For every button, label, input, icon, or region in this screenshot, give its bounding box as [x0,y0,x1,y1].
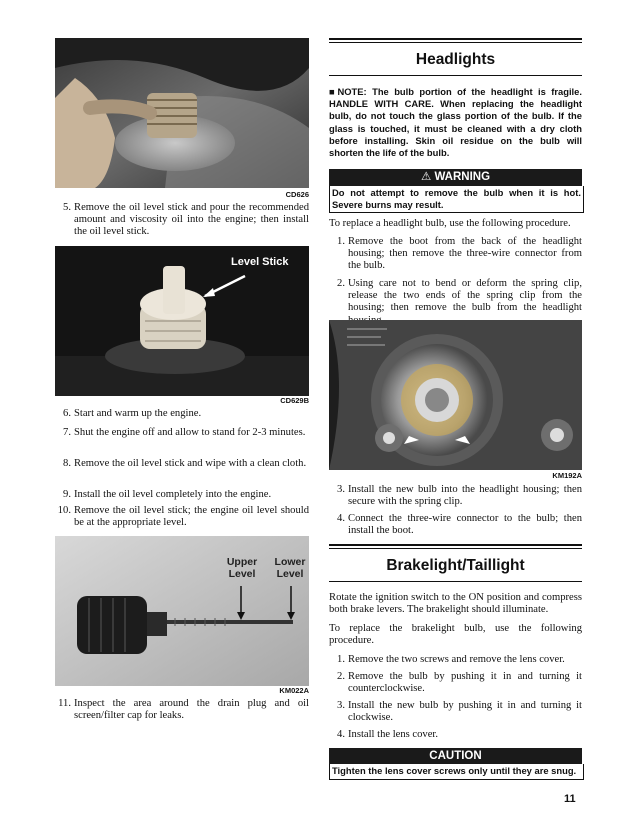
headlights-top-rule [329,38,582,40]
step-number: 5. [63,202,71,213]
headlights-heading: Headlights [415,51,496,68]
caution-banner: CAUTION [329,748,582,764]
photo-oil-filler [55,38,309,188]
lower-level-label [269,556,309,580]
step-number: 3. [337,700,345,711]
brakelight-para-1: Rotate the ignition switch to the ON position and compress both brake levers. The brakelight should illuminate. [329,592,582,616]
headlights-intro: To replace a headlight bulb, use the following procedure. [329,218,571,229]
photo-oil-filler-image [55,38,309,188]
step-number: 6. [63,408,71,419]
step-10 [55,505,309,531]
step-text: Remove the bulb by pushing it in and turning it counterclockwise. [348,671,582,695]
step-text: Using care not to bend or deform the spring clip, release the two ends of the spring clip from the housing; then remove the bulb from the headlight [348,278,582,314]
step-6 [55,408,309,422]
step-number: 2. [337,671,345,682]
step-text: Start and warm up the engine. [74,408,202,419]
step-text: Install the lens cover. [348,729,439,740]
photo-level-stick-image [55,246,309,396]
warning-icon: ⚠ [420,171,432,183]
step-text: Install the new bulb into the headlight housing; then secure with the spring clip. [348,484,582,508]
upper-label: Upper [226,556,258,568]
step-11 [55,698,309,724]
step-number: 4. [337,513,345,524]
photo-headlight-code: KM192A [552,471,582,480]
headlight-step-4 [329,513,582,539]
lower-level-word: Level [276,568,304,580]
level-stick-callout: Level Stick [231,256,289,268]
step-text: Remove the oil level stick and wipe with a clean cloth. [74,458,307,469]
lower-label: Lower [274,556,306,568]
step-number: 2. [337,278,345,289]
headlight-step-1 [329,236,582,276]
step-5 [55,202,309,242]
step-number: 4. [337,729,345,740]
step-text: Remove the boot from the back of the headlight housing; then remove the three-wire connector from the bulb. [348,236,582,272]
headlight-step-3 [329,484,582,510]
brakelight-top-rule-2 [329,548,582,549]
page-number: 11 [564,793,576,805]
upper-level-label [221,556,263,580]
brakelight-step-1 [329,654,582,668]
photo-level-stick [55,246,309,396]
headlight-step-2 [329,278,582,318]
step-number: 9. [63,489,71,500]
headlights-bottom-rule [329,75,582,76]
brakelight-bottom-rule [329,581,582,582]
step-text: Remove the oil level stick; the engine oil level should be at the appropriate level. [74,505,309,529]
step-number: 7. [63,427,71,438]
headlights-note: ■NOTE: The bulb portion of the headlight is fragile. HANDLE WITH CARE. When replacing the headlight bulb, do not touch the glass portion of the bulb. If the glass is touched, it must be cleaned with a dry cloth before installing. Skin oil residue on the bulb will shorten the life of the bulb. [329,86,582,159]
step-7 [55,427,309,453]
step-text: Inspect the area around the drain plug and oil screen/filter cap for leaks. [74,698,309,722]
brakelight-step-3 [329,700,582,726]
upper-level-word: Level [228,568,256,580]
brakelight-para-2: To replace the brakelight bulb, use the following procedure. [329,623,582,647]
step-8 [55,458,309,484]
warning-label: WARNING [434,171,491,183]
headlights-top-rule-2 [329,42,582,43]
step-number: 1. [337,236,345,247]
step-number: 8. [63,458,71,469]
step-9 [55,489,309,503]
warning-banner [329,169,582,186]
warning-text: Do not attempt to remove the bulb when it is hot. Severe burns may result. [329,186,584,213]
step-text: Connect the three-wire connector to the bulb; then install the boot. [348,513,582,537]
step-text: Install the oil level completely into the engine. [74,489,272,500]
step-number: 11. [58,698,71,709]
photo-oil-filler-code: CD626 [285,190,309,199]
brakelight-step-2 [329,671,582,697]
photo-level-stick-code: CD629B [280,396,309,405]
step-text: Remove the oil level stick and pour the recommended amount and viscosity oil into the engine; then install the oil level stick. [74,202,309,238]
photo-dipstick-levels [55,536,309,686]
photo-headlight-image [329,320,582,470]
brakelight-top-rule [329,544,582,546]
photo-dipstick-code: KM022A [279,686,309,695]
brakelight-heading: Brakelight/Taillight [386,557,525,574]
caution-text: Tighten the lens cover screws only until they are snug. [329,764,584,780]
step-number: 1. [337,654,345,665]
step-text: Install the new bulb by pushing it in and turning it clockwise. [348,700,582,724]
step-text: Remove the two screws and remove the lens cover. [348,654,565,665]
photo-headlight-bulb [329,320,582,470]
step-number: 10. [57,505,71,516]
brakelight-step-4 [329,729,582,743]
step-text: Shut the engine off and allow to stand for 2-3 minutes. [74,427,306,438]
step-number: 3. [337,484,345,495]
